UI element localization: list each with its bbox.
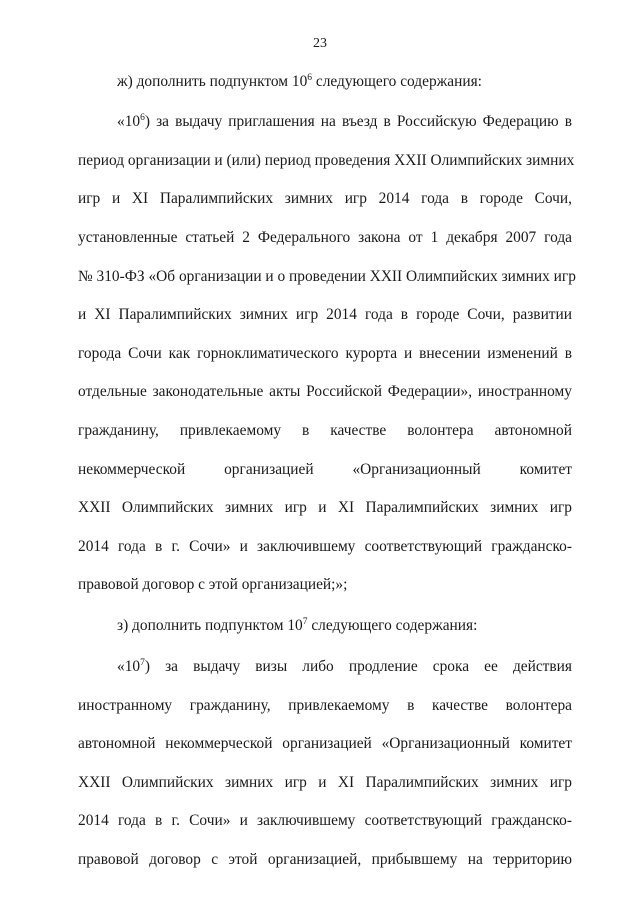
paragraph-line: игр и XI Паралимпийских зимних игр 2014 года в городе Сочи, [78, 190, 572, 207]
paragraph-line: правовой договор с этой организацией, прибывшему на территорию [78, 851, 572, 868]
paragraph-line: гражданину, привлекаемому в качестве волонтера автономной [78, 422, 572, 439]
paragraph-line: XXII Олимпийских зимних игр и XI Паралимпийских зимних игр [78, 774, 572, 791]
paragraph-line: «$10^7$) за выдачу визы либо продление срока ее действия [117, 658, 572, 675]
paragraph-line: установленные статьей 2 Федерального закона от 1 декабря 2007 года [78, 229, 572, 246]
paragraph-line: «$10^6$) за выдачу приглашения на въезд в Российскую Федерацию в [117, 113, 572, 130]
page-number: 23 [313, 36, 327, 51]
paragraph-line: № 310-ФЗ «Об организации и о проведении XXII Олимпийских зимних игр [78, 268, 576, 285]
paragraph-line: правовой договор с этой организацией;»; [78, 576, 348, 593]
subitem-zh-intro: ж) дополнить подпунктом $10^6$ следующего содержания: [117, 73, 482, 90]
paragraph-line: и XI Паралимпийских зимних игр 2014 года в городе Сочи, развитии [78, 306, 572, 323]
subitem-z-intro: з) дополнить подпунктом $10^7$ следующего содержания: [117, 617, 478, 634]
paragraph-line: отдельные законодательные акты Российской Федерации», иностранному [78, 383, 572, 400]
paragraph-line: некоммерческой организацией «Организационный комитет [78, 461, 572, 478]
paragraph-line: период организации и (или) период проведения XXII Олимпийских зимних [78, 152, 575, 169]
paragraph-line: города Сочи как горноклиматического курорта и внесении изменений в [78, 345, 572, 362]
paragraph-line: иностранному гражданину, привлекаемому в качестве волонтера [78, 697, 572, 714]
paragraph-line: XXII Олимпийских зимних игр и XI Паралимпийских зимних игр [78, 499, 572, 516]
paragraph-line: автономной некоммерческой организацией «Организационный комитет [78, 735, 572, 752]
paragraph-line: 2014 года в г. Сочи» и заключившему соответствующий гражданско- [78, 538, 572, 555]
paragraph-line: 2014 года в г. Сочи» и заключившему соответствующий гражданско- [78, 812, 572, 829]
